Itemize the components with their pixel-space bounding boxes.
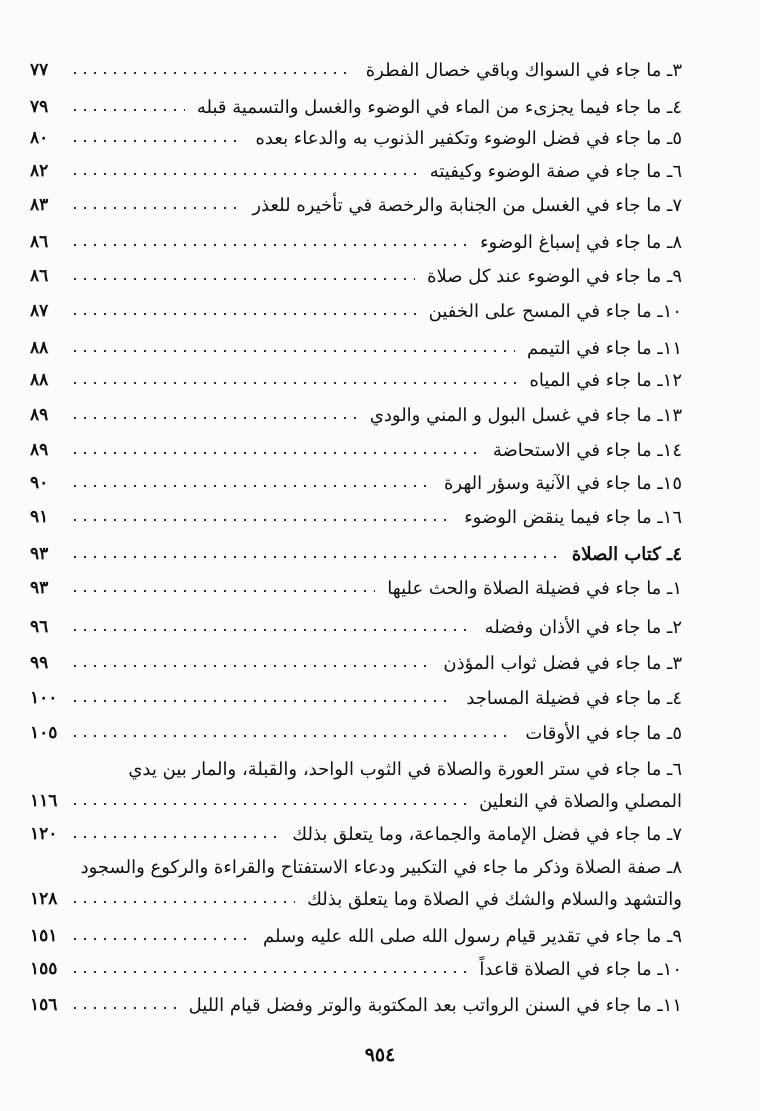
toc-entry	[30, 435, 682, 465]
dot-leader	[70, 417, 358, 419]
toc-entry-title: ٦ـ ما جاء في ستر العورة والصلاة في الثوب الواحد، والقبلة، والمار بين يدي	[128, 758, 682, 780]
toc-entry-title: ١٥ـ ما جاء في الآنية وسؤر الهرة	[443, 472, 682, 494]
toc-entry-page: ٨٦	[30, 266, 49, 286]
dot-leader	[70, 556, 560, 558]
dot-leader	[70, 519, 452, 521]
toc-entry-title: ٤ـ كتاب الصلاة	[571, 543, 682, 565]
dot-leader	[70, 109, 185, 111]
dot-leader	[70, 735, 513, 737]
dot-leader	[70, 278, 415, 280]
dot-leader	[70, 244, 468, 246]
toc-entry-page: ٨٠	[30, 128, 49, 148]
toc-entry	[30, 786, 712, 816]
toc-entry-title: ١١ـ ما جاء في التيمم	[526, 337, 682, 359]
toc-entry-title: ١١ـ ما جاء في السنن الرواتب بعد المكتوبة والوتر وفضل قيام الليل	[188, 994, 682, 1016]
toc-entry-title: ٣ـ ما جاء في فضل ثواب المؤذن	[443, 652, 682, 674]
toc-entry-page: ٩٠	[30, 473, 49, 493]
dot-leader	[70, 629, 473, 631]
dot-leader	[70, 803, 467, 805]
toc-entry	[30, 468, 682, 498]
toc-entry	[30, 296, 682, 326]
toc-entry-page: ٨٨	[30, 338, 49, 358]
toc-entry-title: ٥ـ ما جاء في الأوقات	[525, 722, 682, 744]
dot-leader	[70, 452, 481, 454]
dot-leader	[70, 938, 251, 940]
toc-entry-title: ٩ـ ما جاء في تقدير قيام رسول الله صلى الله عليه وسلم	[263, 925, 682, 947]
toc-entry-title: ٥ـ ما جاء في فضل الوضوء وتكفير الذنوب به والدعاء بعده	[255, 127, 682, 149]
toc-entry	[30, 718, 682, 748]
dot-leader	[70, 665, 431, 667]
toc-entry	[30, 227, 682, 257]
dot-leader	[70, 350, 515, 352]
toc-entry	[30, 954, 682, 984]
toc-entry-title: ١٢ـ ما جاء في المياه	[529, 369, 682, 391]
toc-entry-page: ٩١	[30, 507, 49, 527]
dot-leader	[70, 382, 517, 384]
toc-entry-page: ٨٧	[30, 301, 49, 321]
toc-chapter-heading	[30, 539, 682, 569]
toc-entry	[66, 852, 682, 882]
toc-entry	[30, 123, 682, 153]
dot-leader	[70, 700, 454, 702]
toc-entry-title: والتشهد والسلام والشك في الصلاة وما يتعلق بذلك	[307, 888, 682, 910]
toc-entry-title: المصلي والصلاة في النعلين	[479, 790, 682, 812]
toc-entry-page: ٧٩	[30, 97, 49, 117]
toc-entry	[30, 884, 712, 914]
toc-entry	[30, 55, 682, 85]
toc-entry-page: ٩٣	[30, 544, 49, 564]
toc-entry-page: ١٥٦	[30, 995, 58, 1015]
dot-leader	[70, 313, 417, 315]
toc-entry-page: ٧٧	[30, 60, 49, 80]
toc-entry	[30, 333, 682, 363]
toc-entry-page: ١٢٠	[30, 824, 58, 844]
toc-entry	[30, 648, 682, 678]
toc-entry-page: ١٠٥	[30, 723, 58, 743]
toc-entry-page: ٨٩	[30, 440, 49, 460]
dot-leader	[70, 590, 375, 592]
toc-entry	[30, 156, 682, 186]
toc-entry	[30, 990, 682, 1020]
toc-entry-title: ١ـ ما جاء في فضيلة الصلاة والحث عليها	[387, 577, 682, 599]
toc-entry-title: ٨ـ ما جاء في إسباغ الوضوء	[480, 231, 682, 253]
dot-leader	[70, 836, 280, 838]
dot-leader	[70, 485, 432, 487]
toc-entry-title: ٦ـ ما جاء في صفة الوضوء وكيفيته	[429, 160, 682, 182]
toc-entry-page: ٩٦	[30, 617, 49, 637]
toc-entry-title: ١٣ـ ما جاء في غسل البول و المني والودي	[369, 404, 682, 426]
toc-entry	[30, 92, 682, 122]
toc-entry	[30, 683, 682, 713]
toc-entry	[30, 819, 682, 849]
toc-entry-title: ١٠ـ ما جاء في المسح على الخفين	[428, 300, 682, 322]
toc-entry	[30, 921, 682, 951]
dot-leader	[70, 207, 240, 209]
toc-entry-title: ٢ـ ما جاء في الأذان وفضله	[484, 616, 682, 638]
dot-leader	[70, 72, 354, 74]
toc-entry-title: ٤ـ ما جاء في فضيلة المساجد	[466, 687, 682, 709]
toc-entry	[30, 612, 682, 642]
toc-entry-title: ١٤ـ ما جاء في الاستحاضة	[492, 439, 682, 461]
toc-entry-page: ٩٣	[30, 578, 49, 598]
dot-leader	[70, 1007, 177, 1009]
toc-entry-page: ١٥٥	[30, 959, 58, 979]
toc-entry	[30, 502, 682, 532]
toc-entry-title: ٨ـ صفة الصلاة وذكر ما جاء في التكبير ودعاء الاستفتاح والقراءة والركوع والسجود	[80, 856, 682, 878]
toc-entry-page: ٨٦	[30, 232, 49, 252]
toc-entry-title: ٧ـ ما جاء في فضل الإمامة والجماعة، وما يتعلق بذلك	[292, 823, 682, 845]
toc-entry-title: ٩ـ ما جاء في الوضوء عند كل صلاة	[427, 265, 682, 287]
toc-entry	[30, 261, 682, 291]
toc-entry-page: ٨٣	[30, 195, 49, 215]
toc-entry-page: ١٠٠	[30, 688, 58, 708]
toc-entry-page: ٨٨	[30, 370, 49, 390]
toc-entry-page: ٨٩	[30, 405, 49, 425]
toc-entry-page: ١٥١	[30, 926, 58, 946]
page-number: ٩٥٤	[364, 1044, 396, 1066]
dot-leader	[70, 971, 467, 973]
toc-entry-page: ١٢٨	[30, 889, 58, 909]
toc-entry-page: ٨٢	[30, 161, 49, 181]
toc-entry	[30, 573, 682, 603]
toc-entry	[30, 190, 682, 220]
toc-entry-title: ١٦ـ ما جاء فيما ينقض الوضوء	[464, 506, 682, 528]
toc-entry-page: ١١٦	[30, 791, 58, 811]
toc-entry	[30, 365, 682, 395]
toc-entry	[66, 754, 682, 784]
toc-entry-title: ٧ـ ما جاء في الغسل من الجنابة والرخصة في تأخيره للعذر	[252, 194, 682, 216]
toc-entry-title: ٣ـ ما جاء في السواك وباقي خصال الفطرة	[365, 59, 682, 81]
toc-entry-title: ٤ـ ما جاء فيما يجزىء من الماء في الوضوء والغسل والتسمية قبله	[196, 96, 682, 118]
dot-leader	[70, 901, 295, 903]
toc-entry-page: ٩٩	[30, 653, 49, 673]
toc-entry-title: ١٠ـ ما جاء في الصلاة قاعداً	[479, 958, 682, 980]
toc-entry	[30, 400, 682, 430]
dot-leader	[70, 140, 244, 142]
dot-leader	[70, 173, 418, 175]
